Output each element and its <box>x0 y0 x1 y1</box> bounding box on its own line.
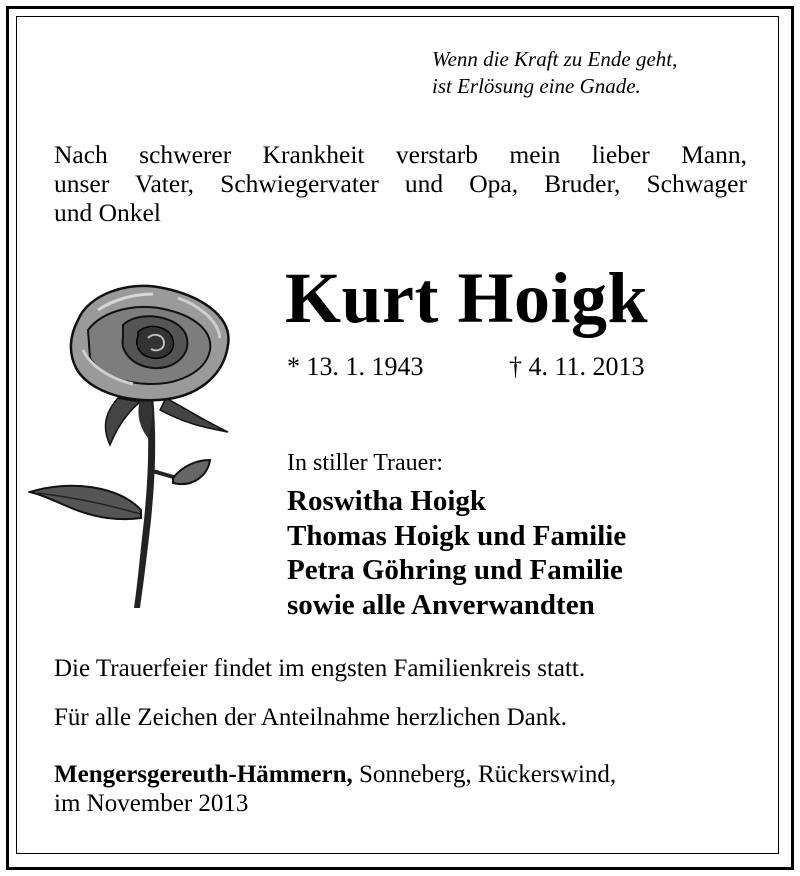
birth-date: * 13. 1. 1943 <box>287 352 424 381</box>
mourner-item: Roswitha Hoigk <box>287 485 487 517</box>
funeral-note: Die Trauerfeier findet im engsten Familienkreis statt. <box>54 655 586 682</box>
intro-line-1: Nach schwerer Krankheit verstarb mein lieber Mann, <box>54 140 747 169</box>
place-and-date <box>54 760 616 818</box>
motto-line-1: Wenn die Kraft zu Ende geht, <box>432 47 678 71</box>
notice-date: im November 2013 <box>54 790 249 817</box>
mourner-item: sowie alle Anverwandten <box>287 588 595 621</box>
place-rest: Sonneberg, Rückerswind, <box>352 761 617 788</box>
life-dates <box>287 350 645 384</box>
thanks-note: Für alle Zeichen der Anteilnahme herzlichen Dank. <box>54 704 567 731</box>
mourner-item: Thomas Hoigk und Familie <box>287 519 627 552</box>
rose-leaf-left <box>30 486 141 519</box>
death-date: † 4. 11. 2013 <box>509 352 645 381</box>
mourner-item: Petra Göhring und Familie <box>287 554 623 586</box>
intro-line-2: unser Vater, Schwiegervater und Opa, Bruder, Schwager <box>54 169 747 198</box>
deceased-name: Kurt Hoigk <box>285 258 649 338</box>
place-main: Mengersgereuth-Hämmern, <box>54 761 353 788</box>
rose-leaf-right <box>173 460 210 484</box>
mourners-list <box>287 484 626 622</box>
motto <box>432 46 677 100</box>
intro-text <box>54 140 747 227</box>
rose-icon <box>28 280 248 610</box>
intro-line-3: und Onkel <box>54 198 161 227</box>
mourning-label: In stiller Trauer: <box>287 450 443 476</box>
motto-line-2: ist Erlösung eine Gnade. <box>432 74 641 98</box>
